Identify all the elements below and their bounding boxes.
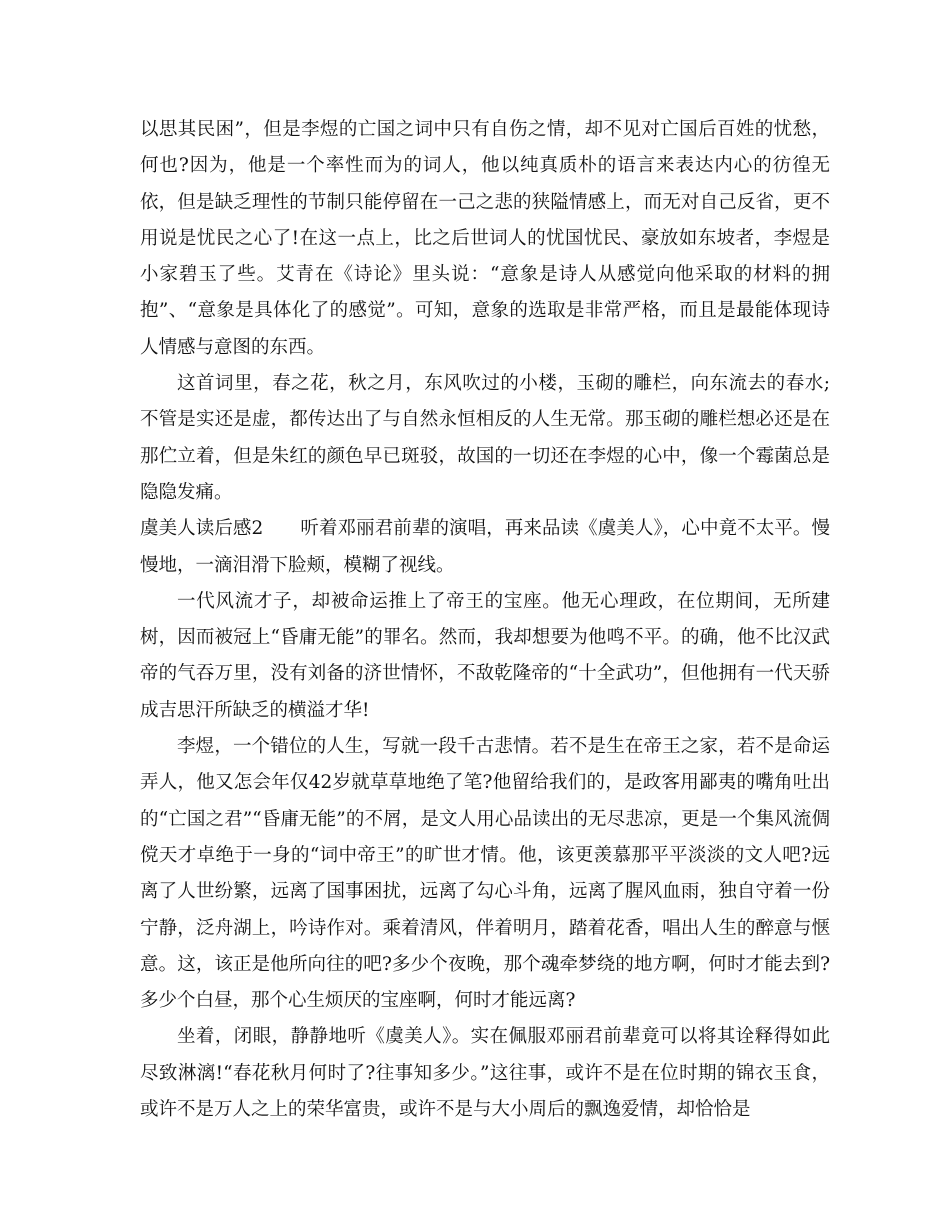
paragraph-3: 一代风流才子，却被命运推上了帝王的宝座。他无心理政，在位期间，无所建树，因而被冠上“昏庸无能”的罪名。然而，我却想要为他鸣不平。的确，他不比汉武帝的气吞万里，没有刘备的济世情怀，不敌乾隆帝的“十全武功”，但他拥有一代天骄成吉思汗所缺乏的横溢才华!	[140, 590, 830, 721]
paragraph-5: 坐着，闭眼，静静地听《虞美人》。实在佩服邓丽君前辈竟可以将其诠释得如此尽致淋漓!“春花秋月何时了?往事知多少。”这往事，或许不是在位时期的锦衣玉食，或许不是万人之上的荣华富贵，或许不是与大小周后的飘逸爱情，却恰恰是	[140, 1026, 830, 1121]
paragraph-2: 这首词里，春之花，秋之月，东风吹过的小楼，玉砌的雕栏，向东流去的春水;不管是实还是虚，都传达出了与自然永恒相反的人生无常。那玉砌的雕栏想必还是在那伫立着，但是朱红的颜色早已斑驳，故国的一切还在李煜的心中，像一个霉菌总是隐隐发痛。	[140, 373, 830, 503]
section-first-text: 听着邓丽君前辈的演唱，再来品读《虞美人》，心中竟不太平。慢慢地，一滴泪滑下脸颊，模糊了视线。	[140, 518, 830, 576]
section-heading: 虞美人读后感2	[140, 518, 264, 540]
paragraph-1: 以思其民困”，但是李煜的亡国之词中只有自伤之情，却不见对亡国后百姓的忧愁，何也?因为，他是一个率性而为的词人，他以纯真质朴的语言来表达内心的彷徨无依，但是缺乏理性的节制只能停留在一己之悲的狭隘情感上，而无对自己反省，更不用说是忧民之心了!在这一点上，比之后世词人的忧国忧民、豪放如东坡者，李煜是小家碧玉了些。艾青在《诗论》里头说：“意象是诗人从感觉向他采取的材料的拥抱”、“意象是具体化了的感觉”。可知，意象的选取是非常严格，而且是最能体现诗人情感与意图的东西。	[140, 119, 830, 358]
section-paragraph	[140, 511, 830, 584]
document-page	[140, 112, 830, 1128]
paragraph-4: 李煜，一个错位的人生，写就一段千古悲情。若不是生在帝王之家，若不是命运弄人，他又怎会年仅42岁就草草地绝了笔?他留给我们的，是政客用鄙夷的嘴角吐出的“亡国之君”“昏庸无能”的不屑，是文人用心品读出的无尽悲凉，更是一个集风流倜傥天才卓绝于一身的“词中帝王”的旷世才情。他，该更羡慕那平平淡淡的文人吧?远离了人世纷繁，远离了国事困扰，远离了勾心斗角，远离了腥风血雨，独自守着一份宁静，泛舟湖上，吟诗作对。乘着清风，伴着明月，踏着花香，唱出人生的醉意与惬意。这，该正是他所向往的吧?多少个夜晚，那个魂牵梦绕的地方啊，何时才能去到?多少个白昼，那个心生烦厌的宝座啊，何时才能远离?	[140, 736, 830, 1012]
